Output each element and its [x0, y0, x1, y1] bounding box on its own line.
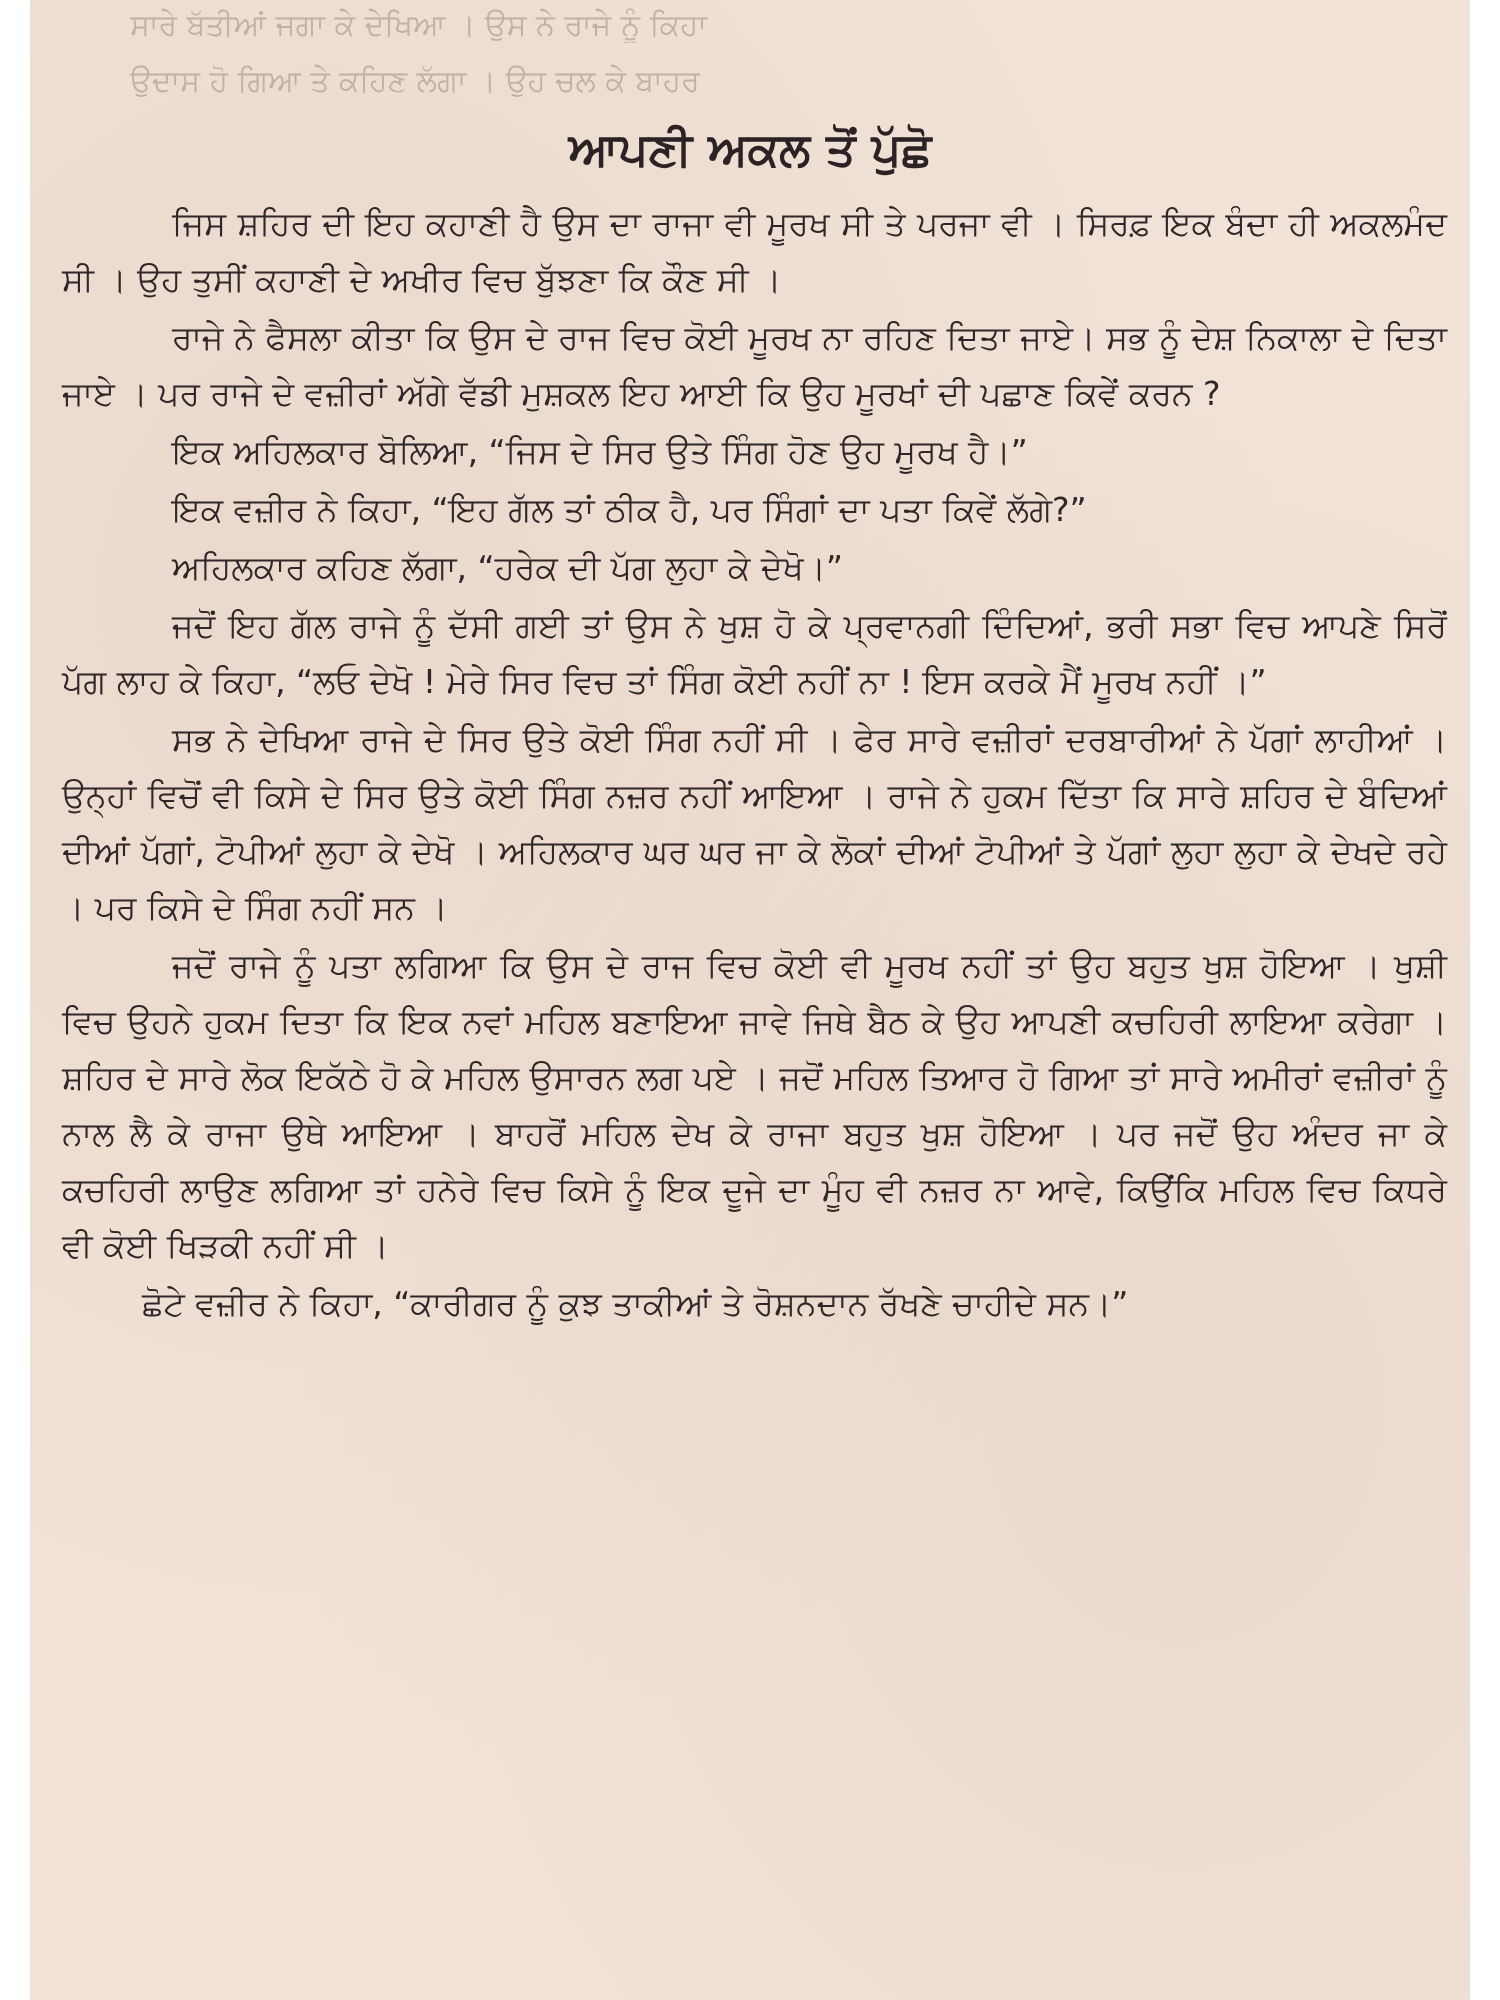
paragraph: ਜਿਸ ਸ਼ਹਿਰ ਦੀ ਇਹ ਕਹਾਣੀ ਹੈ ਉਸ ਦਾ ਰਾਜਾ ਵੀ ਮੂਰਖ ਸੀ ਤੇ ਪਰਜਾ ਵੀ । ਸਿਰਫ਼ ਇਕ ਬੰਦਾ ਹੀ ਅਕਲਮੰਦ ਸੀ । ਉਹ ਤੁਸੀਂ ਕਹਾਣੀ ਦੇ ਅਖੀਰ ਵਿਚ ਬੁੱਝਣਾ ਕਿ ਕੌਣ ਸੀ ।: [62, 204, 1447, 299]
paragraph: ਅਹਿਲਕਾਰ ਕਹਿਣ ਲੱਗਾ, “ਹਰੇਕ ਦੀ ਪੱਗ ਲੁਹਾ ਕੇ ਦੇਖੋ।”: [172, 548, 843, 587]
paragraph: ਰਾਜੇ ਨੇ ਫੈਸਲਾ ਕੀਤਾ ਕਿ ਉਸ ਦੇ ਰਾਜ ਵਿਚ ਕੋਈ ਮੂਰਖ ਨਾ ਰਹਿਣ ਦਿਤਾ ਜਾਏ। ਸਭ ਨੂੰ ਦੇਸ਼ ਨਿਕਾਲਾ ਦੇ ਦਿਤਾ ਜਾਏ । ਪਰ ਰਾਜੇ ਦੇ ਵਜ਼ੀਰਾਂ ਅੱਗੇ ਵੱਡੀ ਮੁਸ਼ਕਲ ਇਹ ਆਈ ਕਿ ਉਹ ਮੂਰਖਾਂ ਦੀ ਪਛਾਣ ਕਿਵੇਂ ਕਰਨ ?: [62, 318, 1447, 413]
paragraph: ਇਕ ਵਜ਼ੀਰ ਨੇ ਕਿਹਾ, “ਇਹ ਗੱਲ ਤਾਂ ਠੀਕ ਹੈ, ਪਰ ਸਿੰਗਾਂ ਦਾ ਪਤਾ ਕਿਵੇਂ ਲੱਗੇ?”: [172, 490, 1087, 529]
paragraph: ਛੋਟੇ ਵਜ਼ੀਰ ਨੇ ਕਿਹਾ, “ਕਾਰੀਗਰ ਨੂੰ ਕੁਝ ਤਾਕੀਆਂ ਤੇ ਰੋਸ਼ਨਦਾਨ ਰੱਖਣੇ ਚਾਹੀਦੇ ਸਨ।”: [142, 1284, 1129, 1323]
bleed-through-text: ਉਦਾਸ ਹੋ ਗਿਆ ਤੇ ਕਹਿਣ ਲੱਗਾ । ਉਹ ਚਲ ਕੇ ਬਾਹਰ: [130, 64, 700, 99]
story-body: [62, 196, 1447, 1334]
paragraph: ਜਦੋਂ ਇਹ ਗੱਲ ਰਾਜੇ ਨੂੰ ਦੱਸੀ ਗਈ ਤਾਂ ਉਸ ਨੇ ਖੁਸ਼ ਹੋ ਕੇ ਪ੍ਰਵਾਨਗੀ ਦਿੰਦਿਆਂ, ਭਰੀ ਸਭਾ ਵਿਚ ਆਪਣੇ ਸਿਰੋਂ ਪੱਗ ਲਾਹ ਕੇ ਕਿਹਾ, “ਲਓ ਦੇਖੋ ! ਮੇਰੇ ਸਿਰ ਵਿਚ ਤਾਂ ਸਿੰਗ ਕੋਈ ਨਹੀਂ ਨਾ ! ਇਸ ਕਰਕੇ ਮੈਂ ਮੂਰਖ ਨਹੀਂ ।”: [62, 606, 1447, 701]
paragraph: ਸਭ ਨੇ ਦੇਖਿਆ ਰਾਜੇ ਦੇ ਸਿਰ ਉਤੇ ਕੋਈ ਸਿੰਗ ਨਹੀਂ ਸੀ । ਫੇਰ ਸਾਰੇ ਵਜ਼ੀਰਾਂ ਦਰਬਾਰੀਆਂ ਨੇ ਪੱਗਾਂ ਲਾਹੀਆਂ । ਉਨ੍ਹਾਂ ਵਿਚੋਂ ਵੀ ਕਿਸੇ ਦੇ ਸਿਰ ਉਤੇ ਕੋਈ ਸਿੰਗ ਨਜ਼ਰ ਨਹੀਂ ਆਇਆ । ਰਾਜੇ ਨੇ ਹੁਕਮ ਦਿੱਤਾ ਕਿ ਸਾਰੇ ਸ਼ਹਿਰ ਦੇ ਬੰਦਿਆਂ ਦੀਆਂ ਪੱਗਾਂ, ਟੋਪੀਆਂ ਲੁਹਾ ਕੇ ਦੇਖੋ । ਅਹਿਲਕਾਰ ਘਰ ਘਰ ਜਾ ਕੇ ਲੋਕਾਂ ਦੀਆਂ ਟੋਪੀਆਂ ਤੇ ਪੱਗਾਂ ਲੁਹਾ ਲੁਹਾ ਕੇ ਦੇਖਦੇ ਰਹੇ । ਪਰ ਕਿਸੇ ਦੇ ਸਿੰਗ ਨਹੀਂ ਸਨ ।: [62, 720, 1447, 927]
book-page: [30, 0, 1470, 2000]
bleed-through-text: ਸਾਰੇ ਬੱਤੀਆਂ ਜਗਾ ਕੇ ਦੇਖਿਆ । ਉਸ ਨੇ ਰਾਜੇ ਨੂੰ ਕਿਹਾ: [130, 8, 707, 43]
paragraph: ਇਕ ਅਹਿਲਕਾਰ ਬੋਲਿਆ, “ਜਿਸ ਦੇ ਸਿਰ ਉਤੇ ਸਿੰਗ ਹੋਣ ਉਹ ਮੂਰਖ ਹੈ।”: [172, 432, 1028, 471]
page-title: ਆਪਣੀ ਅਕਲ ਤੋਂ ਪੁੱਛੋ: [568, 122, 932, 176]
paragraph: ਜਦੋਂ ਰਾਜੇ ਨੂੰ ਪਤਾ ਲਗਿਆ ਕਿ ਉਸ ਦੇ ਰਾਜ ਵਿਚ ਕੋਈ ਵੀ ਮੂਰਖ ਨਹੀਂ ਤਾਂ ਉਹ ਬਹੁਤ ਖੁਸ਼ ਹੋਇਆ । ਖੁਸ਼ੀ ਵਿਚ ਉਹਨੇ ਹੁਕਮ ਦਿਤਾ ਕਿ ਇਕ ਨਵਾਂ ਮਹਿਲ ਬਣਾਇਆ ਜਾਵੇ ਜਿਥੇ ਬੈਠ ਕੇ ਉਹ ਆਪਣੀ ਕਚਹਿਰੀ ਲਾਇਆ ਕਰੇਗਾ । ਸ਼ਹਿਰ ਦੇ ਸਾਰੇ ਲੋਕ ਇਕੱਠੇ ਹੋ ਕੇ ਮਹਿਲ ਉਸਾਰਨ ਲਗ ਪਏ । ਜਦੋਂ ਮਹਿਲ ਤਿਆਰ ਹੋ ਗਿਆ ਤਾਂ ਸਾਰੇ ਅਮੀਰਾਂ ਵਜ਼ੀਰਾਂ ਨੂੰ ਨਾਲ ਲੈ ਕੇ ਰਾਜਾ ਉਥੇ ਆਇਆ । ਬਾਹਰੋਂ ਮਹਿਲ ਦੇਖ ਕੇ ਰਾਜਾ ਬਹੁਤ ਖੁਸ਼ ਹੋਇਆ । ਪਰ ਜਦੋਂ ਉਹ ਅੰਦਰ ਜਾ ਕੇ ਕਚਹਿਰੀ ਲਾਉਣ ਲਗਿਆ ਤਾਂ ਹਨੇਰੇ ਵਿਚ ਕਿਸੇ ਨੂੰ ਇਕ ਦੂਜੇ ਦਾ ਮੂੰਹ ਵੀ ਨਜ਼ਰ ਨਾ ਆਵੇ, ਕਿਉਂਕਿ ਮਹਿਲ ਵਿਚ ਕਿਧਰੇ ਵੀ ਕੋਈ ਖਿੜਕੀ ਨਹੀਂ ਸੀ ।: [62, 946, 1447, 1265]
